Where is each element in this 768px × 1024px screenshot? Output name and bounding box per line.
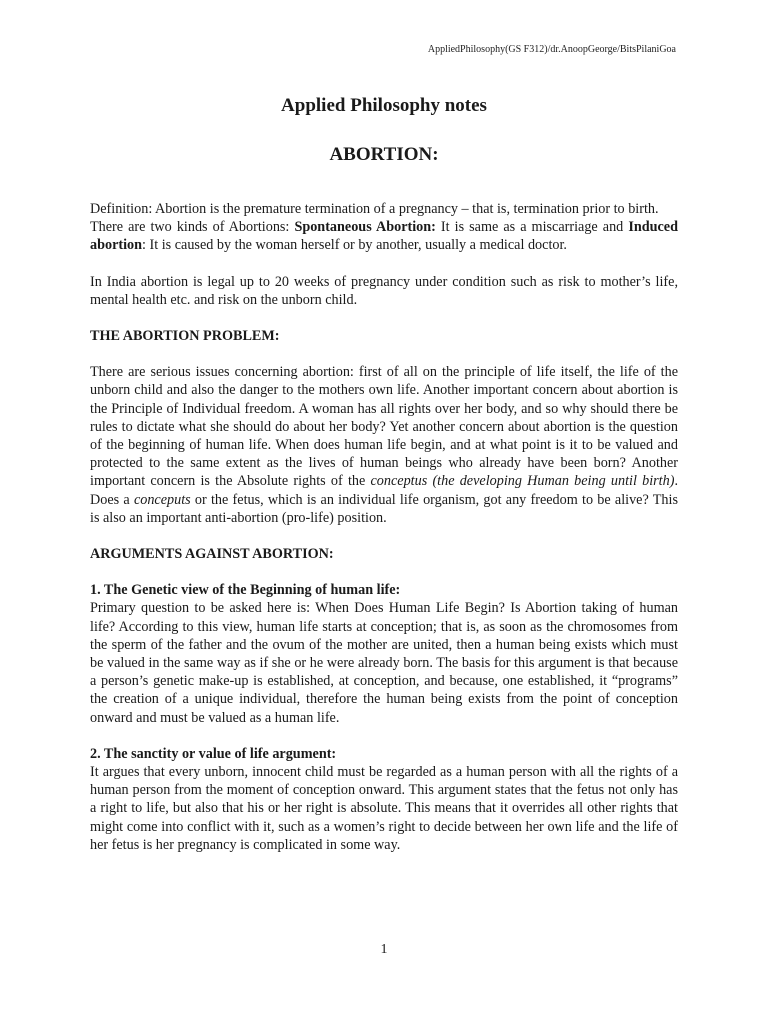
induced-text: : It is caused by the woman herself or by another, usually a medical doctor. xyxy=(142,237,567,254)
problem-text-3: or the fetus, which is an individual life organism, got any freedom to be alive? This is also an important anti-abortion (pro-life) position. xyxy=(90,491,678,526)
kinds-intro: There are two kinds of Abortions: xyxy=(90,219,295,236)
genetic-heading: 1. The Genetic view of the Beginning of human life: xyxy=(90,582,401,599)
document-body xyxy=(90,200,678,854)
sanctity-paragraph: It argues that every unborn, innocent child must be regarded as a human person with all the rights of a human person from the moment of conception onward. This argument states that the fetus not only has a right to life, but also that his or her right is absolute. This means that it overrides all other rights that might come into conflict with it, such as a women’s right to decide between her own life and the life of her fetus is her pregnancy is complicated in some way. xyxy=(90,764,678,853)
page-number: 1 xyxy=(380,942,388,957)
problem-heading: THE ABORTION PROBLEM: xyxy=(90,328,280,345)
definition-paragraph: Definition: Abortion is the premature termination of a pregnancy – that is, termination prior to birth. xyxy=(90,201,659,217)
running-header: AppliedPhilosophy(GS F312)/dr.AnoopGeorge/BitsPilaniGoa xyxy=(427,44,676,55)
problem-text-1: There are serious issues concerning abortion: first of all on the principle of life itself, the life of the unborn child and also the danger to the mothers own life. Another important concern about abortion is the Principle of Individual freedom. A woman has all rights over her body, and so why should there be rules to dictate what she should do about her body? Yet another concern about abortion is the question of the beginning of human life. When does human life begin, and at what point is it to be valued and protected to the same extent as the lives of human beings who already have been born? Another important concern is the Absolute rights of the xyxy=(90,364,678,490)
problem-text-2: . Does a xyxy=(90,473,678,508)
document-title: Applied Philosophy notes xyxy=(281,95,487,116)
genetic-paragraph: Primary question to be asked here is: When Does Human Life Begin? Is Abortion taking of human life? According to this view, human life starts at conception; that is, as soon as the chromosomes from the sperm of the father and the ovum of the mother are united, then a human being exists which must be valued in the same way as if she or he were already born. The basis for this argument is that because a person’s genetic make-up is established, at conception, and because, one established, it “programs” the creation of a unique individual, therefore the human being exists from the point of conception onward and must be valued as a human life. xyxy=(90,600,678,726)
arguments-heading: ARGUMENTS AGAINST ABORTION: xyxy=(90,546,334,563)
induced-label: Induced abortion xyxy=(90,219,678,254)
conceputs-italic: conceputs xyxy=(133,491,191,508)
problem-paragraph xyxy=(90,363,678,527)
document-subtitle: ABORTION: xyxy=(329,144,439,165)
kinds-paragraph xyxy=(90,218,678,254)
india-paragraph: In India abortion is legal up to 20 weeks of pregnancy under condition such as risk to mother’s life, mental health etc. and risk on the unborn child. xyxy=(90,273,678,308)
spontaneous-label: Spontaneous Abortion: xyxy=(294,219,436,236)
sanctity-heading: 2. The sanctity or value of life argument: xyxy=(90,745,337,762)
conceptus-italic: conceptus (the developing Human being until birth) xyxy=(370,473,675,490)
spontaneous-text: It is same as a miscarriage and xyxy=(435,219,629,236)
